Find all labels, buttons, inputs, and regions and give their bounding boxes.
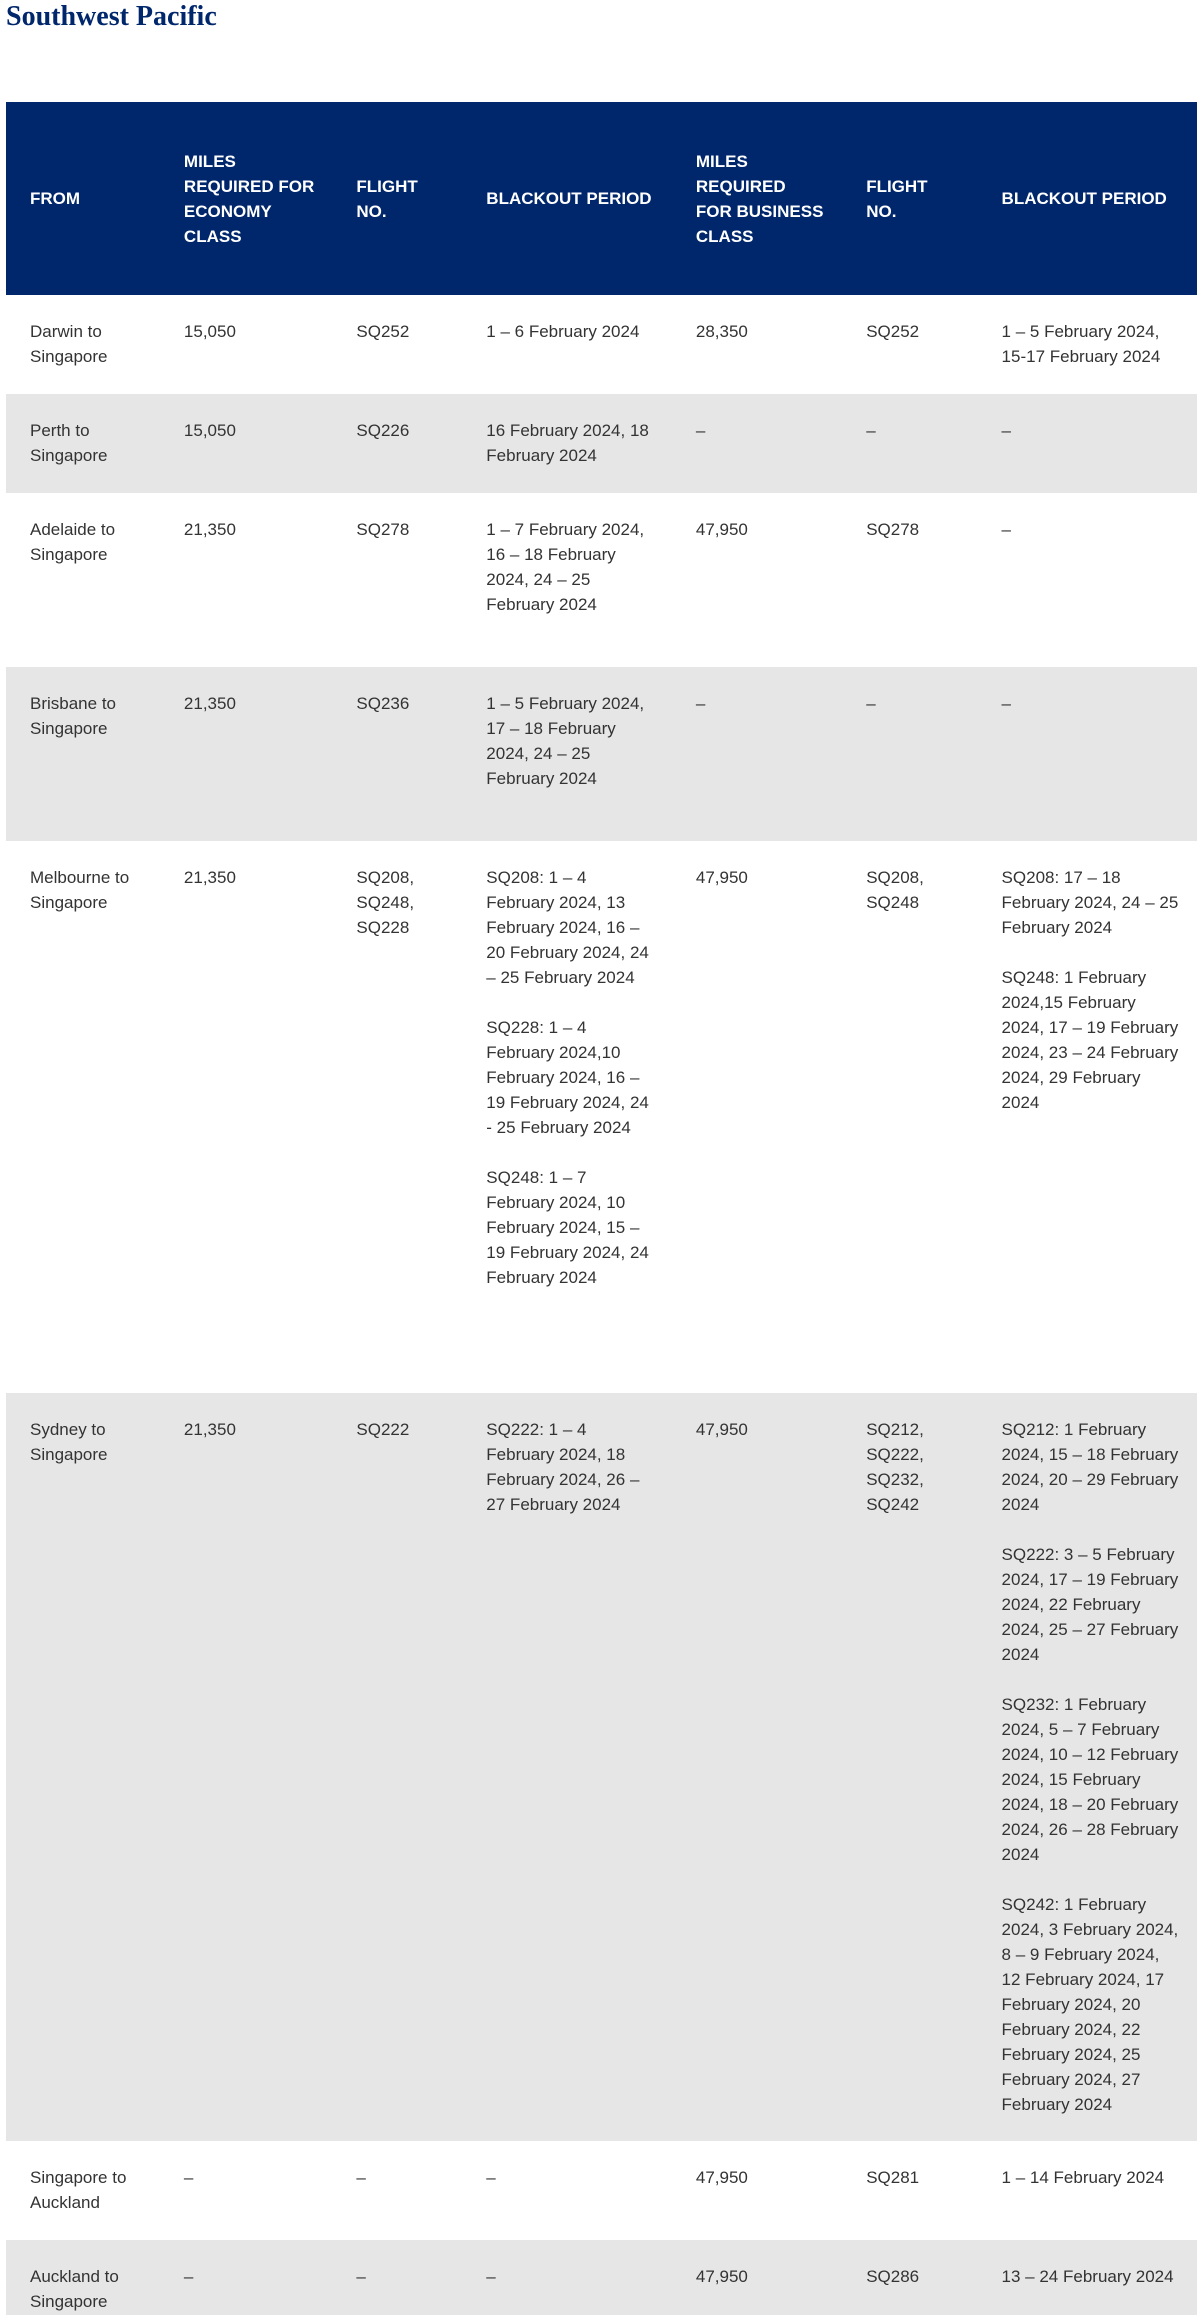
- business-miles-cell: 47,950: [695, 520, 748, 539]
- header-business-miles: MILES REQUIRED FOR BUSINESS CLASS: [695, 151, 824, 246]
- economy-flight-cell: SQ278: [356, 520, 410, 539]
- blackout-table-container: [6, 102, 1197, 2315]
- table-row: [6, 667, 1197, 841]
- business-blackout-cell-entry: SQ208: 17 – 18 February 2024, 24 – 25 February 2024: [1001, 868, 1179, 937]
- economy-blackout-cell-entry: SQ228: 1 – 4 February 2024,10 February 2024, 16 – 19 February 2024, 24 - 25 February 2024: [486, 1018, 649, 1137]
- economy-blackout-cell-entry: –: [486, 2168, 496, 2187]
- economy-flight-cell: –: [356, 2267, 366, 2286]
- route-cell: Melbourne to Singapore: [30, 868, 130, 912]
- economy-blackout-cell-entry: SQ222: 1 – 4 February 2024, 18 February 2024, 26 – 27 February 2024: [486, 1420, 640, 1514]
- business-miles-cell: 28,350: [695, 322, 748, 341]
- economy-miles-cell: 21,350: [183, 694, 236, 713]
- business-blackout-cell-entry: –: [1001, 694, 1012, 713]
- business-blackout-cell: [978, 2240, 1197, 2315]
- header-row: [6, 102, 1197, 295]
- economy-blackout-cell: [462, 2141, 672, 2240]
- route-cell: Perth to Singapore: [30, 421, 108, 465]
- economy-flight-cell: SQ226: [356, 421, 410, 440]
- business-blackout-cell-entry: SQ242: 1 February 2024, 3 February 2024, 8 – 9 February 2024, 12 February 2024, 17 February 2024, 20 February 2024, 22 February 2024, 25 February 2024, 27 February 2024: [1001, 1895, 1179, 2114]
- business-flight-cell: SQ281: [866, 2168, 920, 2187]
- header-business-blackout: BLACKOUT PERIOD: [1001, 189, 1167, 208]
- economy-blackout-cell: [462, 2240, 672, 2315]
- economy-blackout-cell: [462, 667, 672, 841]
- page-title: Southwest Pacific: [6, 1, 217, 32]
- business-blackout-cell-entry: SQ232: 1 February 2024, 5 – 7 February 2024, 10 – 12 February 2024, 15 February 2024, 18 – 20 February 2024, 26 – 28 February 2024: [1001, 1695, 1179, 1864]
- table-row: [6, 841, 1197, 1393]
- business-flight-cell: SQ212, SQ222, SQ232, SQ242: [866, 1420, 924, 1514]
- business-flight-cell: –: [866, 694, 876, 713]
- business-blackout-cell: [978, 394, 1197, 493]
- header-from: FROM: [30, 189, 81, 208]
- economy-blackout-cell-entry: 16 February 2024, 18 February 2024: [486, 421, 649, 465]
- economy-blackout-cell-entry: –: [486, 2267, 496, 2286]
- business-flight-cell: SQ286: [866, 2267, 920, 2286]
- economy-blackout-cell: [462, 1393, 672, 2141]
- business-blackout-cell-entry: –: [1001, 520, 1012, 539]
- business-flight-cell: SQ208, SQ248: [866, 868, 924, 912]
- economy-blackout-cell: [462, 841, 672, 1393]
- header-business-flight-no: FLIGHT NO.: [866, 176, 928, 221]
- economy-flight-cell: SQ222: [356, 1420, 410, 1439]
- economy-blackout-cell-entry: SQ208: 1 – 4 February 2024, 13 February 2024, 16 – 20 February 2024, 24 – 25 February 2024: [486, 868, 649, 987]
- economy-miles-cell: 21,350: [183, 868, 236, 887]
- business-miles-cell: 47,950: [695, 2168, 748, 2187]
- business-flight-cell: –: [866, 421, 876, 440]
- business-blackout-cell-entry: SQ248: 1 February 2024,15 February 2024, 17 – 19 February 2024, 23 – 24 February 2024, 29 February 2024: [1001, 968, 1179, 1112]
- economy-miles-cell: –: [183, 2168, 194, 2187]
- economy-blackout-cell-entry: SQ248: 1 – 7 February 2024, 10 February 2024, 15 – 19 February 2024, 24 February 2024: [486, 1168, 649, 1287]
- business-miles-cell: –: [695, 421, 706, 440]
- header-economy-miles: MILES REQUIRED FOR ECONOMY CLASS: [183, 151, 315, 246]
- business-blackout-cell-entry: 1 – 14 February 2024: [1001, 2168, 1165, 2187]
- business-blackout-cell: [978, 667, 1197, 841]
- route-cell: Sydney to Singapore: [30, 1420, 108, 1464]
- table-body: [6, 295, 1197, 2315]
- business-miles-cell: 47,950: [695, 1420, 748, 1439]
- economy-blackout-cell-entry: 1 – 7 February 2024, 16 – 18 February 2024, 24 – 25 February 2024: [486, 520, 645, 614]
- business-miles-cell: 47,950: [695, 868, 748, 887]
- table-row: [6, 394, 1197, 493]
- economy-blackout-cell: [462, 394, 672, 493]
- route-cell: Darwin to Singapore: [30, 322, 108, 366]
- economy-blackout-cell: [462, 295, 672, 394]
- business-blackout-cell-entry: SQ222: 3 – 5 February 2024, 17 – 19 February 2024, 22 February 2024, 25 – 27 February 2024: [1001, 1545, 1179, 1664]
- table-row: [6, 2240, 1197, 2315]
- business-blackout-cell: [978, 493, 1197, 667]
- business-blackout-cell-entry: 13 – 24 February 2024: [1001, 2267, 1174, 2286]
- business-blackout-cell: [978, 841, 1197, 1393]
- table-row: [6, 1393, 1197, 2141]
- economy-miles-cell: 21,350: [183, 520, 236, 539]
- business-blackout-cell: [978, 1393, 1197, 2141]
- header-economy-blackout: BLACKOUT PERIOD: [486, 189, 652, 208]
- business-flight-cell: SQ252: [866, 322, 920, 341]
- table-header: [6, 102, 1197, 295]
- economy-blackout-cell-entry: 1 – 5 February 2024, 17 – 18 February 2024, 24 – 25 February 2024: [486, 694, 645, 788]
- business-flight-cell: SQ278: [866, 520, 920, 539]
- economy-miles-cell: 15,050: [183, 322, 236, 341]
- business-blackout-cell-entry: SQ212: 1 February 2024, 15 – 18 February 2024, 20 – 29 February 2024: [1001, 1420, 1179, 1514]
- business-miles-cell: 47,950: [695, 2267, 748, 2286]
- economy-blackout-cell-entry: 1 – 6 February 2024: [486, 322, 640, 341]
- economy-flight-cell: –: [356, 2168, 366, 2187]
- header-economy-flight-no: FLIGHT NO.: [356, 176, 418, 221]
- business-blackout-cell-entry: –: [1001, 421, 1012, 440]
- route-cell: Brisbane to Singapore: [30, 694, 116, 738]
- economy-flight-cell: SQ208, SQ248, SQ228: [356, 868, 415, 937]
- business-blackout-cell: [978, 295, 1197, 394]
- economy-miles-cell: 15,050: [183, 421, 236, 440]
- business-blackout-cell-entry: 1 – 5 February 2024, 15-17 February 2024: [1001, 322, 1161, 366]
- route-cell: Auckland to Singapore: [30, 2267, 119, 2311]
- blackout-table: [6, 102, 1197, 2315]
- table-row: [6, 295, 1197, 394]
- route-cell: Singapore to Auckland: [30, 2168, 127, 2212]
- table-row: [6, 2141, 1197, 2240]
- business-miles-cell: –: [695, 694, 706, 713]
- economy-blackout-cell: [462, 493, 672, 667]
- route-cell: Adelaide to Singapore: [30, 520, 116, 564]
- economy-miles-cell: 21,350: [183, 1420, 236, 1439]
- table-row: [6, 493, 1197, 667]
- economy-flight-cell: SQ236: [356, 694, 410, 713]
- economy-miles-cell: –: [183, 2267, 194, 2286]
- business-blackout-cell: [978, 2141, 1197, 2240]
- economy-flight-cell: SQ252: [356, 322, 410, 341]
